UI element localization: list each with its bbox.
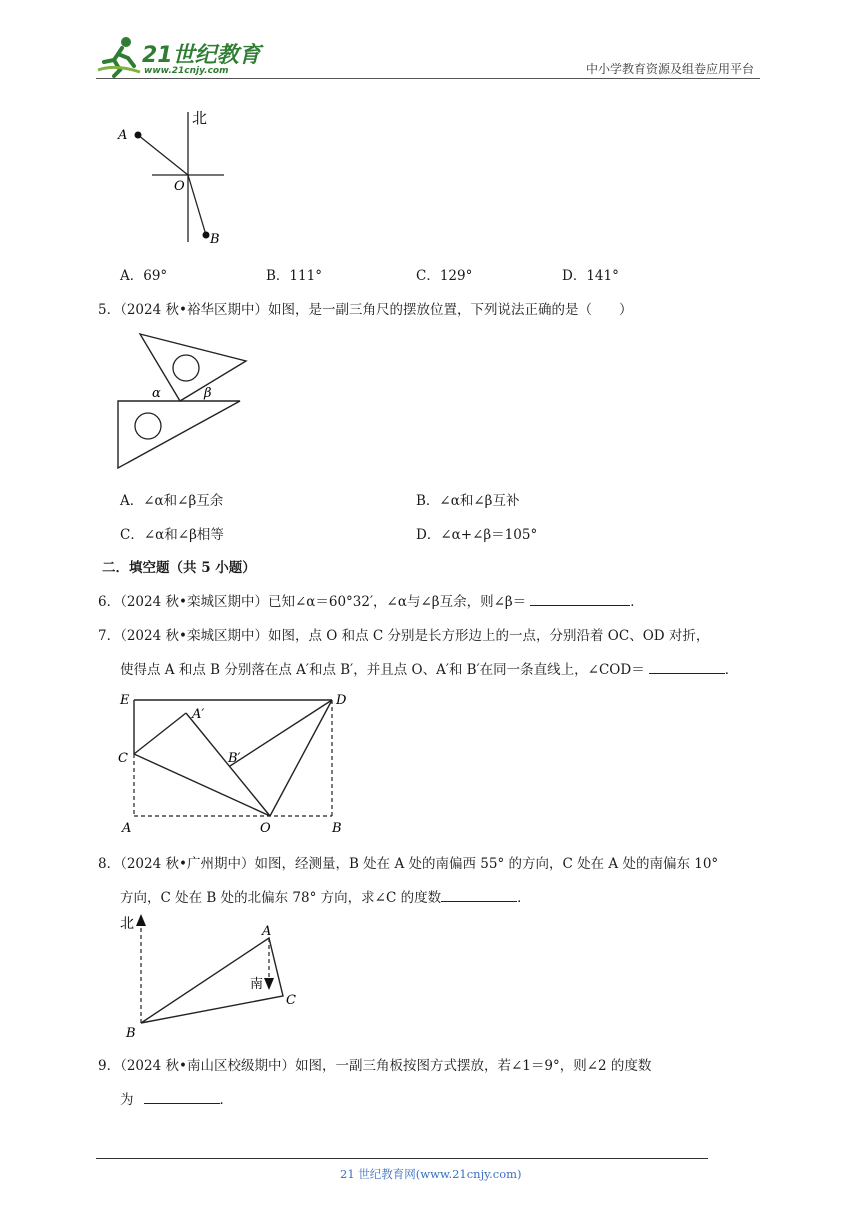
q4-figure xyxy=(108,104,238,246)
point-a-label: A xyxy=(118,128,128,143)
q8-answer-blank[interactable] xyxy=(441,888,517,902)
q6-stem xyxy=(98,590,644,610)
point-a-label: A xyxy=(262,924,272,939)
q8-line-2 xyxy=(120,886,531,906)
q5-figure xyxy=(114,330,254,472)
point-b-label: B xyxy=(126,1026,136,1041)
q6-end: ． xyxy=(630,594,644,610)
point-b-prime-label: B′ xyxy=(228,751,241,766)
q9-end: ． xyxy=(219,1092,233,1108)
q7-answer-blank[interactable] xyxy=(649,660,725,674)
point-c-label: C xyxy=(286,993,296,1008)
footer-link[interactable]: 21 世纪教育网(www.21cnjy.com) xyxy=(340,1167,522,1181)
site-logo xyxy=(96,36,266,78)
point-o-label: O xyxy=(260,821,271,836)
q5-option-c: C．∠α和∠β相等 xyxy=(120,527,224,543)
q9-line-1: 9．（2024 秋•南山区校级期中）如图，一副三角板按图方式摆放，若∠1＝9°，则∠2 的度数 xyxy=(98,1058,652,1074)
header-divider xyxy=(96,78,760,79)
q9-text: 为 xyxy=(120,1092,134,1108)
runner-logo-icon xyxy=(96,36,144,78)
q5-stem: 5．（2024 秋•裕华区期中）如图，是一副三角尺的摆放位置，下列说法正确的是（ ） xyxy=(98,302,633,318)
q8-line-1: 8．（2024 秋•广州期中）如图，经测量，B 处在 A 处的南偏西 55° 的方向，C 处在 A 处的南偏东 10° xyxy=(98,856,719,872)
footer-divider xyxy=(96,1158,708,1159)
q5-option-a: A．∠α和∠β互余 xyxy=(120,493,224,509)
q6-text: 6．（2024 秋•栾城区期中）已知∠α＝60°32′，∠α与∠β互余，则∠β＝ xyxy=(98,594,527,610)
q7-text: 使得点 A 和点 B 分别落在点 A′和点 B′，并且点 O、A′和 B′在同一条直线上，∠COD＝ xyxy=(120,662,645,678)
section-title: 二．填空题（共 5 小题） xyxy=(102,560,256,576)
q7-line-2 xyxy=(120,658,738,678)
north-label: 北 xyxy=(120,916,134,932)
north-label: 北 xyxy=(192,109,208,127)
logo-title: 21世纪教育 xyxy=(142,43,261,68)
q4-option-b: B．111° xyxy=(266,268,322,284)
point-b-label: B xyxy=(210,232,220,246)
south-label: 南 xyxy=(250,977,264,992)
point-b-label: B xyxy=(332,821,342,836)
platform-name: 中小学教育资源及组卷应用平台 xyxy=(585,62,754,76)
q8-figure xyxy=(114,910,314,1042)
q8-end: ． xyxy=(517,890,531,906)
beta-label: β xyxy=(204,386,212,401)
alpha-label: α xyxy=(152,386,161,401)
q9-answer-blank[interactable] xyxy=(144,1090,220,1104)
point-d-label: D xyxy=(336,693,347,708)
point-o-label: O xyxy=(174,179,185,194)
page-header xyxy=(96,30,760,80)
point-c-label: C xyxy=(118,751,128,766)
q8-text: 方向，C 处在 B 处的北偏东 78° 方向，求∠C 的度数 xyxy=(120,890,442,906)
point-a-label: A xyxy=(122,821,132,836)
q7-end: ． xyxy=(724,662,739,678)
q7-line-1: 7．（2024 秋•栾城区期中）如图，点 O 和点 C 分别是长方形边上的一点，分别沿着 OC、OD 对折， xyxy=(98,628,710,644)
q4-option-d: D．141° xyxy=(562,268,619,284)
point-e-label: E xyxy=(120,693,130,708)
q5-option-d: D．∠α+∠β＝105° xyxy=(416,527,538,543)
q6-answer-blank[interactable] xyxy=(530,592,630,606)
point-a-prime-label: A′ xyxy=(192,707,205,722)
q7-figure xyxy=(114,688,354,838)
q9-line-2 xyxy=(120,1088,233,1108)
q4-option-a: A．69° xyxy=(120,268,168,284)
q4-option-c: C．129° xyxy=(416,268,473,284)
logo-url: www.21cnjy.com xyxy=(144,66,229,76)
q5-option-b: B．∠α和∠β互补 xyxy=(416,493,520,509)
